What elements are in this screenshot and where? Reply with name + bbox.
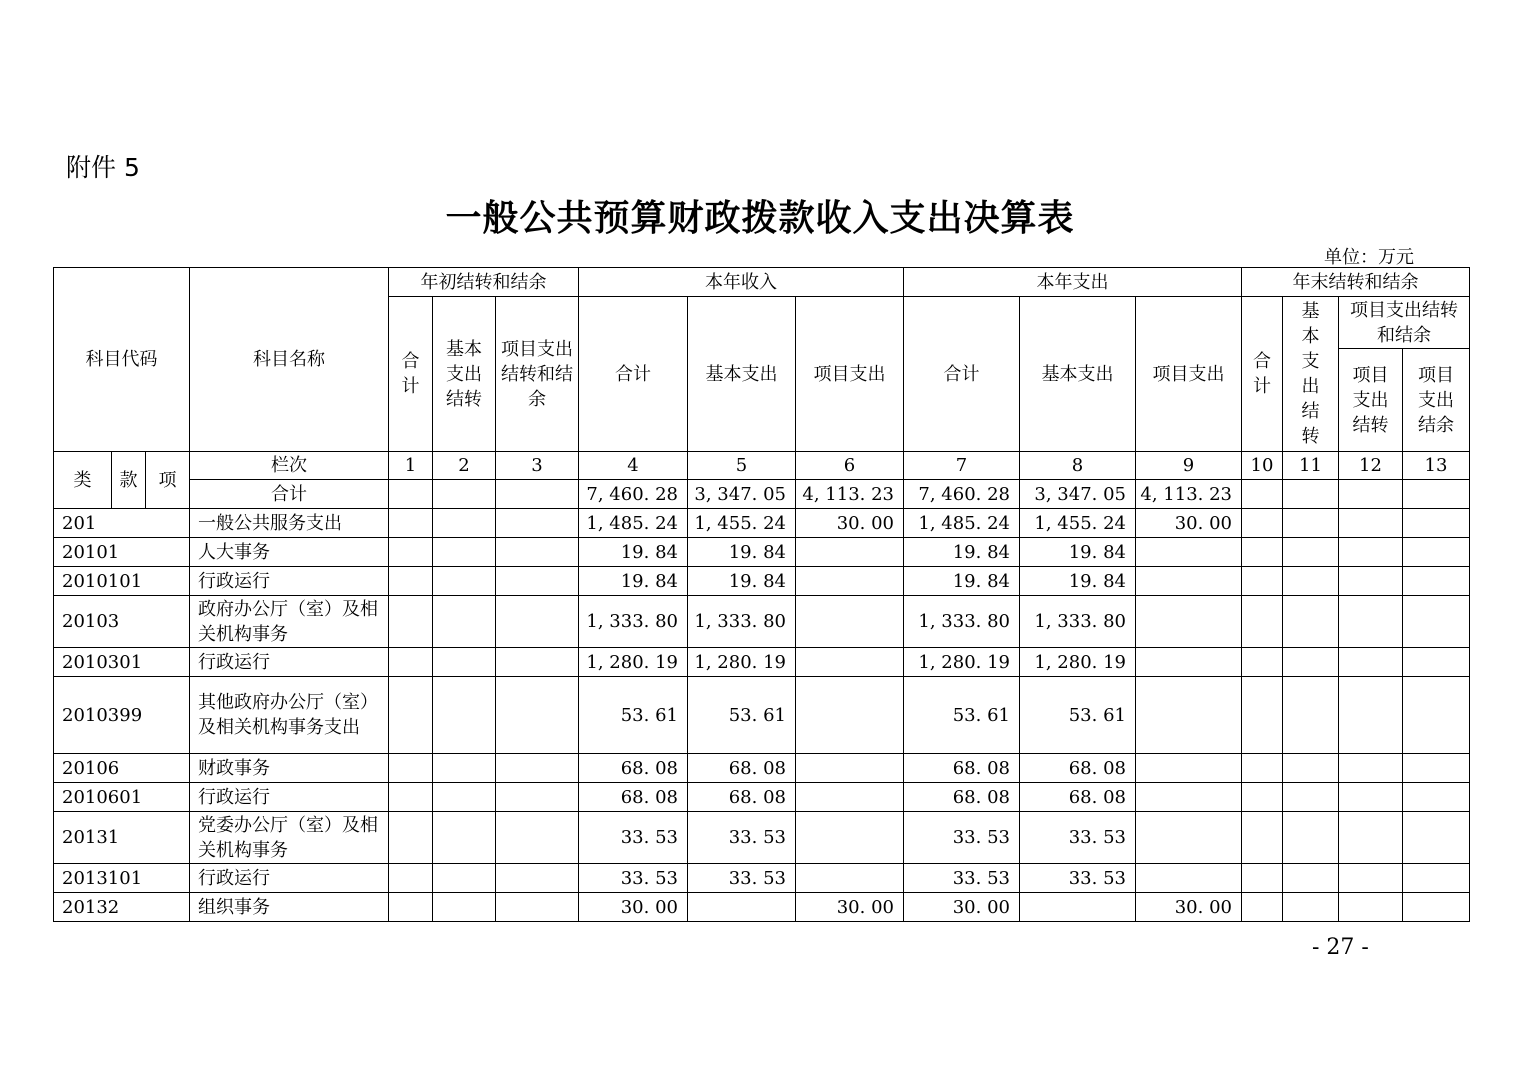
amount-cell: 53. 61 — [579, 677, 688, 754]
header-group-income: 本年收入 — [579, 268, 904, 297]
amount-cell — [1339, 864, 1403, 893]
amount-cell: 53. 61 — [904, 677, 1020, 754]
header-begin-total: 合计 — [389, 297, 433, 452]
header-income-project: 项目支出 — [796, 297, 904, 452]
header-end-project-carry: 项目支出结转 — [1339, 349, 1403, 452]
amount-cell — [433, 812, 496, 864]
amount-cell — [1136, 596, 1242, 648]
total-value-cell: 4, 113. 23 — [796, 480, 904, 509]
amount-cell: 33. 53 — [688, 864, 796, 893]
amount-cell — [796, 677, 904, 754]
subject-name-cell: 人大事务 — [190, 538, 389, 567]
amount-cell — [433, 677, 496, 754]
amount-cell: 53. 61 — [688, 677, 796, 754]
header-class: 类 — [54, 452, 112, 509]
amount-cell — [1403, 812, 1470, 864]
header-item: 项 — [146, 452, 190, 509]
unit-label: 单位：万元 — [1324, 247, 1414, 268]
amount-cell — [688, 893, 796, 922]
amount-cell — [1136, 538, 1242, 567]
amount-cell — [1339, 754, 1403, 783]
table-row — [54, 538, 1470, 567]
amount-cell: 1, 333. 80 — [579, 596, 688, 648]
total-value-cell: 4, 113. 23 — [1136, 480, 1242, 509]
amount-cell — [796, 648, 904, 677]
amount-cell — [433, 538, 496, 567]
amount-cell — [496, 864, 579, 893]
amount-cell: 1, 280. 19 — [688, 648, 796, 677]
amount-cell — [1339, 509, 1403, 538]
budget-table — [53, 267, 1470, 922]
subject-name-cell: 行政运行 — [190, 567, 389, 596]
amount-cell — [1339, 783, 1403, 812]
subject-code-cell: 20101 — [54, 538, 190, 567]
header-section: 款 — [112, 452, 146, 509]
page-number: - 27 - — [1312, 935, 1369, 960]
total-value-cell — [1242, 480, 1283, 509]
subject-code-cell: 2010101 — [54, 567, 190, 596]
amount-cell — [796, 754, 904, 783]
amount-cell — [1339, 648, 1403, 677]
amount-cell — [389, 677, 433, 754]
subject-code-cell: 2010601 — [54, 783, 190, 812]
amount-cell — [1283, 648, 1339, 677]
amount-cell — [1403, 648, 1470, 677]
total-value-cell: 7, 460. 28 — [579, 480, 688, 509]
amount-cell — [496, 596, 579, 648]
total-value-cell — [1403, 480, 1470, 509]
amount-cell — [796, 812, 904, 864]
header-begin-project-carry: 项目支出结转和结余 — [496, 297, 579, 452]
amount-cell: 68. 08 — [579, 783, 688, 812]
subject-code-cell: 2010301 — [54, 648, 190, 677]
table-row — [54, 509, 1470, 538]
amount-cell — [796, 538, 904, 567]
amount-cell: 1, 455. 24 — [1020, 509, 1136, 538]
header-end-project-balance: 项目支出结余 — [1403, 349, 1470, 452]
subject-name-cell: 组织事务 — [190, 893, 389, 922]
amount-cell — [1403, 783, 1470, 812]
amount-cell: 68. 08 — [688, 783, 796, 812]
amount-cell — [1136, 864, 1242, 893]
table-row — [54, 893, 1470, 922]
subject-code-cell: 20132 — [54, 893, 190, 922]
header-subject-code: 科目代码 — [54, 268, 190, 452]
amount-cell — [1242, 567, 1283, 596]
amount-cell — [1242, 596, 1283, 648]
subject-code-cell: 20103 — [54, 596, 190, 648]
amount-cell — [1242, 648, 1283, 677]
amount-cell — [433, 648, 496, 677]
column-number: 12 — [1339, 452, 1403, 480]
amount-cell — [433, 864, 496, 893]
column-index-label: 栏次 — [190, 452, 389, 480]
amount-cell: 68. 08 — [904, 783, 1020, 812]
column-number: 2 — [433, 452, 496, 480]
amount-cell: 19. 84 — [904, 567, 1020, 596]
amount-cell — [496, 567, 579, 596]
amount-cell — [1339, 596, 1403, 648]
table-row — [54, 648, 1470, 677]
column-number: 13 — [1403, 452, 1470, 480]
subject-name-cell: 一般公共服务支出 — [190, 509, 389, 538]
header-group-end: 年末结转和结余 — [1242, 268, 1470, 297]
amount-cell — [1242, 812, 1283, 864]
amount-cell: 19. 84 — [1020, 538, 1136, 567]
amount-cell — [796, 567, 904, 596]
amount-cell — [389, 596, 433, 648]
amount-cell — [433, 754, 496, 783]
amount-cell — [496, 783, 579, 812]
table-row — [54, 677, 1470, 754]
amount-cell: 19. 84 — [688, 567, 796, 596]
subject-name-cell: 财政事务 — [190, 754, 389, 783]
amount-cell: 30. 00 — [1136, 893, 1242, 922]
amount-cell: 19. 84 — [579, 567, 688, 596]
total-value-cell: 3, 347. 05 — [1020, 480, 1136, 509]
amount-cell — [1283, 893, 1339, 922]
total-value-cell — [433, 480, 496, 509]
amount-cell — [433, 567, 496, 596]
amount-cell — [433, 509, 496, 538]
amount-cell — [1339, 567, 1403, 596]
amount-cell — [796, 783, 904, 812]
total-value-cell: 7, 460. 28 — [904, 480, 1020, 509]
header-expense-basic: 基本支出 — [1020, 297, 1136, 452]
amount-cell — [1339, 538, 1403, 567]
amount-cell — [1283, 783, 1339, 812]
header-begin-basic-carry: 基本支出结转 — [433, 297, 496, 452]
document-title: 一般公共预算财政拨款收入支出决算表 — [445, 197, 1075, 239]
amount-cell — [1136, 783, 1242, 812]
amount-cell: 33. 53 — [1020, 864, 1136, 893]
amount-cell — [1403, 567, 1470, 596]
amount-cell — [1283, 812, 1339, 864]
amount-cell: 33. 53 — [579, 812, 688, 864]
amount-cell — [1242, 893, 1283, 922]
amount-cell: 30. 00 — [796, 509, 904, 538]
subject-name-cell: 党委办公厅（室）及相关机构事务 — [190, 812, 389, 864]
amount-cell — [1403, 538, 1470, 567]
amount-cell — [496, 754, 579, 783]
header-row-groups — [54, 268, 1470, 297]
amount-cell: 33. 53 — [688, 812, 796, 864]
amount-cell — [389, 567, 433, 596]
amount-cell — [1403, 893, 1470, 922]
amount-cell — [496, 812, 579, 864]
table-row — [54, 864, 1470, 893]
amount-cell — [1136, 677, 1242, 754]
amount-cell: 19. 84 — [1020, 567, 1136, 596]
amount-cell — [389, 754, 433, 783]
table-row — [54, 596, 1470, 648]
amount-cell: 1, 280. 19 — [1020, 648, 1136, 677]
header-end-total: 合计 — [1242, 297, 1283, 452]
subject-code-cell: 2010399 — [54, 677, 190, 754]
amount-cell — [389, 538, 433, 567]
amount-cell: 53. 61 — [1020, 677, 1136, 754]
amount-cell — [389, 893, 433, 922]
amount-cell — [796, 596, 904, 648]
amount-cell — [389, 648, 433, 677]
amount-cell: 30. 00 — [1136, 509, 1242, 538]
amount-cell — [1339, 812, 1403, 864]
column-number: 8 — [1020, 452, 1136, 480]
amount-cell: 68. 08 — [1020, 754, 1136, 783]
total-value-cell — [389, 480, 433, 509]
column-number: 9 — [1136, 452, 1242, 480]
amount-cell — [796, 864, 904, 893]
header-subject-name: 科目名称 — [190, 268, 389, 452]
amount-cell — [1403, 596, 1470, 648]
amount-cell: 30. 00 — [796, 893, 904, 922]
column-number: 5 — [688, 452, 796, 480]
amount-cell: 30. 00 — [579, 893, 688, 922]
amount-cell: 33. 53 — [579, 864, 688, 893]
amount-cell — [389, 864, 433, 893]
column-number: 1 — [389, 452, 433, 480]
amount-cell — [1283, 754, 1339, 783]
amount-cell — [496, 893, 579, 922]
amount-cell: 1, 333. 80 — [688, 596, 796, 648]
amount-cell — [1136, 648, 1242, 677]
subject-code-cell: 201 — [54, 509, 190, 538]
amount-cell — [496, 648, 579, 677]
amount-cell: 68. 08 — [1020, 783, 1136, 812]
amount-cell: 1, 333. 80 — [904, 596, 1020, 648]
amount-cell: 33. 53 — [904, 864, 1020, 893]
amount-cell — [1403, 864, 1470, 893]
amount-cell — [1339, 893, 1403, 922]
amount-cell: 19. 84 — [579, 538, 688, 567]
subject-name-cell: 行政运行 — [190, 864, 389, 893]
amount-cell — [389, 509, 433, 538]
amount-cell — [1403, 677, 1470, 754]
total-row — [54, 480, 1470, 509]
table-row — [54, 783, 1470, 812]
table-row — [54, 754, 1470, 783]
amount-cell — [1136, 754, 1242, 783]
column-number: 3 — [496, 452, 579, 480]
amount-cell — [1283, 538, 1339, 567]
amount-cell: 1, 455. 24 — [688, 509, 796, 538]
header-income-basic: 基本支出 — [688, 297, 796, 452]
header-group-expense: 本年支出 — [904, 268, 1242, 297]
table-row — [54, 812, 1470, 864]
header-expense-total: 合计 — [904, 297, 1020, 452]
subject-name-cell: 政府办公厅（室）及相关机构事务 — [190, 596, 389, 648]
amount-cell — [389, 783, 433, 812]
amount-cell: 68. 08 — [904, 754, 1020, 783]
amount-cell — [1403, 509, 1470, 538]
column-number: 6 — [796, 452, 904, 480]
amount-cell — [496, 509, 579, 538]
column-number: 4 — [579, 452, 688, 480]
amount-cell: 19. 84 — [688, 538, 796, 567]
subject-name-cell: 行政运行 — [190, 783, 389, 812]
amount-cell — [1242, 754, 1283, 783]
amount-cell — [1136, 567, 1242, 596]
amount-cell — [1136, 812, 1242, 864]
amount-cell: 1, 280. 19 — [904, 648, 1020, 677]
attachment-label: 附件 5 — [66, 153, 140, 182]
amount-cell — [496, 677, 579, 754]
amount-cell — [433, 596, 496, 648]
amount-cell: 30. 00 — [904, 893, 1020, 922]
column-number: 11 — [1283, 452, 1339, 480]
header-income-total: 合计 — [579, 297, 688, 452]
amount-cell: 19. 84 — [904, 538, 1020, 567]
header-expense-project: 项目支出 — [1136, 297, 1242, 452]
subject-code-cell: 2013101 — [54, 864, 190, 893]
amount-cell — [433, 783, 496, 812]
total-value-cell — [1339, 480, 1403, 509]
amount-cell — [1242, 509, 1283, 538]
amount-cell — [496, 538, 579, 567]
amount-cell: 1, 333. 80 — [1020, 596, 1136, 648]
amount-cell — [1339, 677, 1403, 754]
amount-cell — [1242, 864, 1283, 893]
total-value-cell — [1283, 480, 1339, 509]
total-value-cell: 3, 347. 05 — [688, 480, 796, 509]
table-row — [54, 567, 1470, 596]
total-label: 合计 — [190, 480, 389, 509]
column-number: 10 — [1242, 452, 1283, 480]
amount-cell — [1020, 893, 1136, 922]
amount-cell — [1283, 596, 1339, 648]
amount-cell — [1242, 783, 1283, 812]
amount-cell — [1403, 754, 1470, 783]
amount-cell: 1, 485. 24 — [579, 509, 688, 538]
header-group-begin: 年初结转和结余 — [389, 268, 579, 297]
amount-cell — [1283, 864, 1339, 893]
subject-code-cell: 20131 — [54, 812, 190, 864]
amount-cell: 33. 53 — [904, 812, 1020, 864]
amount-cell — [1283, 677, 1339, 754]
header-end-basic-carry: 基本支出结转 — [1283, 297, 1339, 452]
amount-cell — [1242, 677, 1283, 754]
subject-code-cell: 20106 — [54, 754, 190, 783]
amount-cell: 1, 485. 24 — [904, 509, 1020, 538]
header-end-project-group: 项目支出结转和结余 — [1339, 297, 1470, 349]
amount-cell — [1283, 509, 1339, 538]
total-value-cell — [496, 480, 579, 509]
amount-cell: 68. 08 — [688, 754, 796, 783]
amount-cell — [1242, 538, 1283, 567]
amount-cell — [389, 812, 433, 864]
subject-name-cell: 行政运行 — [190, 648, 389, 677]
amount-cell: 68. 08 — [579, 754, 688, 783]
column-index-row — [54, 452, 1470, 480]
amount-cell: 33. 53 — [1020, 812, 1136, 864]
column-number: 7 — [904, 452, 1020, 480]
amount-cell — [433, 893, 496, 922]
amount-cell — [1283, 567, 1339, 596]
subject-name-cell: 其他政府办公厅（室）及相关机构事务支出 — [190, 677, 389, 754]
amount-cell: 1, 280. 19 — [579, 648, 688, 677]
